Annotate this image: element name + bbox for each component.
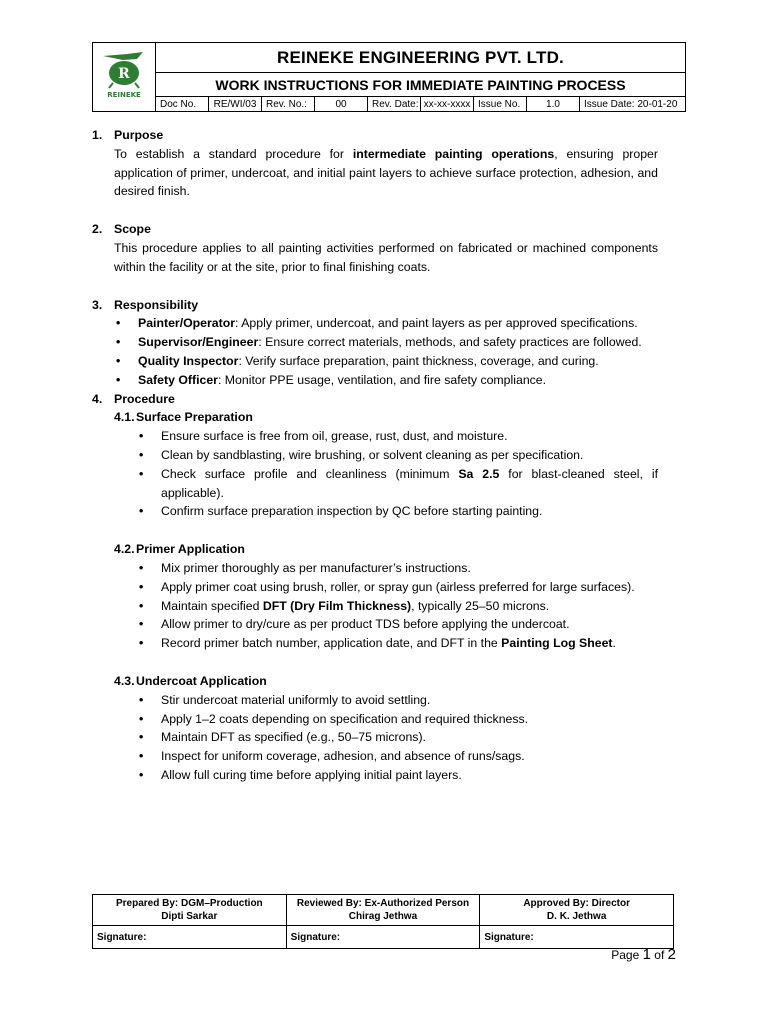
doc-no: RE/WI/03 — [209, 97, 262, 112]
section-procedure: 4. Procedure — [92, 390, 658, 409]
reviewed-by-cell: Reviewed By: Ex-Authorized Person Chirag Jethwa — [286, 895, 480, 926]
rev-date-label: Rev. Date: — [368, 97, 421, 112]
approved-signature-field: Signature: — [480, 926, 674, 949]
section-responsibility: 3. Responsibility — [92, 296, 658, 315]
svg-text:REINEKE: REINEKE — [107, 90, 141, 99]
doc-no-label: Doc No. — [156, 97, 209, 112]
section-purpose: 1. Purpose — [92, 126, 658, 145]
document-body — [92, 126, 658, 785]
list-item: • Supervisor/Engineer: Ensure correct materials, methods, and safety practices are followed. — [138, 333, 658, 352]
svg-text:R: R — [118, 65, 130, 82]
prepared-signature-field: Signature: — [93, 926, 287, 949]
reineke-logo-icon — [97, 50, 151, 100]
company-name: REINEKE ENGINEERING PVT. LTD. — [156, 43, 686, 73]
list-item: • Mix primer thoroughly as per manufacturer’s instructions. — [161, 559, 658, 578]
list-item: • Allow primer to dry/cure as per product TDS before applying the undercoat. — [161, 615, 658, 634]
surface-preparation-list — [92, 427, 658, 521]
issue-no-label: Issue No. — [474, 97, 527, 112]
list-item: • Inspect for uniform coverage, adhesion, and absence of runs/sags. — [161, 747, 658, 766]
list-item: • Painter/Operator: Apply primer, undercoat, and paint layers as per approved specifications. — [138, 314, 658, 333]
list-item: • Maintain specified DFT (Dry Film Thickness), typically 25–50 microns. — [161, 597, 658, 616]
scope-text: This procedure applies to all painting activities performed on fabricated or machined components within the facility or at the site, prior to final finishing coats. — [114, 240, 658, 274]
section-title: Procedure — [114, 391, 175, 406]
list-item: • Confirm surface preparation inspection by QC before starting painting. — [161, 502, 658, 521]
subsection-undercoat-application: 4.3. Undercoat Application — [114, 673, 267, 688]
primer-application-list — [92, 559, 658, 653]
list-item: • Apply primer coat using brush, roller, or spray gun (airless preferred for large surfaces). — [161, 578, 658, 597]
rev-date: xx-xx-xxxx — [421, 97, 474, 112]
issue-date: Issue Date: 20-01-20 — [580, 97, 686, 112]
document-header — [92, 42, 686, 112]
undercoat-application-list — [92, 691, 658, 785]
section-title: Responsibility — [114, 297, 199, 312]
document-title: WORK INSTRUCTIONS FOR IMMEDIATE PAINTING PROCESS — [156, 73, 686, 97]
rev-no: 00 — [315, 97, 368, 112]
list-item: • Ensure surface is free from oil, grease, rust, dust, and moisture. — [161, 427, 658, 446]
approved-by-cell: Approved By: Director D. K. Jethwa — [480, 895, 674, 926]
section-title: Purpose — [114, 128, 164, 142]
approval-table — [92, 894, 674, 949]
list-item: • Apply 1–2 coats depending on specification and required thickness. — [161, 710, 658, 729]
list-item: • Check surface profile and cleanliness (minimum Sa 2.5 for blast-cleaned steel, if applicable). — [161, 465, 658, 503]
purpose-text: To establish a standard procedure for intermediate painting operations, ensuring proper application of primer, undercoat, and initial paint layers to achieve surface protection, adhesion, and desired finish. — [114, 146, 658, 199]
company-logo — [93, 43, 156, 112]
list-item: • Stir undercoat material uniformly to avoid settling. — [161, 691, 658, 710]
section-title: Scope — [114, 222, 151, 237]
rev-no-label: Rev. No.: — [262, 97, 315, 112]
list-item: • Safety Officer: Monitor PPE usage, ventilation, and fire safety compliance. — [138, 371, 658, 390]
section-scope: 2. Scope — [92, 220, 658, 239]
list-item: • Allow full curing time before applying initial paint layers. — [161, 766, 658, 785]
prepared-by-cell: Prepared By: DGM–Production Dipti Sarkar — [93, 895, 287, 926]
document-meta-row — [93, 97, 686, 112]
list-item: • Quality Inspector: Verify surface preparation, paint thickness, coverage, and curing. — [138, 352, 658, 371]
subsection-primer-application: 4.2. Primer Application — [114, 542, 245, 557]
responsibility-list — [92, 314, 658, 389]
list-item: • Clean by sandblasting, wire brushing, or solvent cleaning as per specification. — [161, 446, 658, 465]
issue-no: 1.0 — [527, 97, 580, 112]
page-number: Page 1 of 2 — [611, 946, 676, 963]
list-item: • Record primer batch number, application date, and DFT in the Painting Log Sheet. — [161, 634, 658, 653]
reviewed-signature-field: Signature: — [286, 926, 480, 949]
list-item: • Maintain DFT as specified (e.g., 50–75 microns). — [161, 728, 658, 747]
subsection-surface-preparation: 4.1. Surface Preparation — [114, 410, 253, 425]
